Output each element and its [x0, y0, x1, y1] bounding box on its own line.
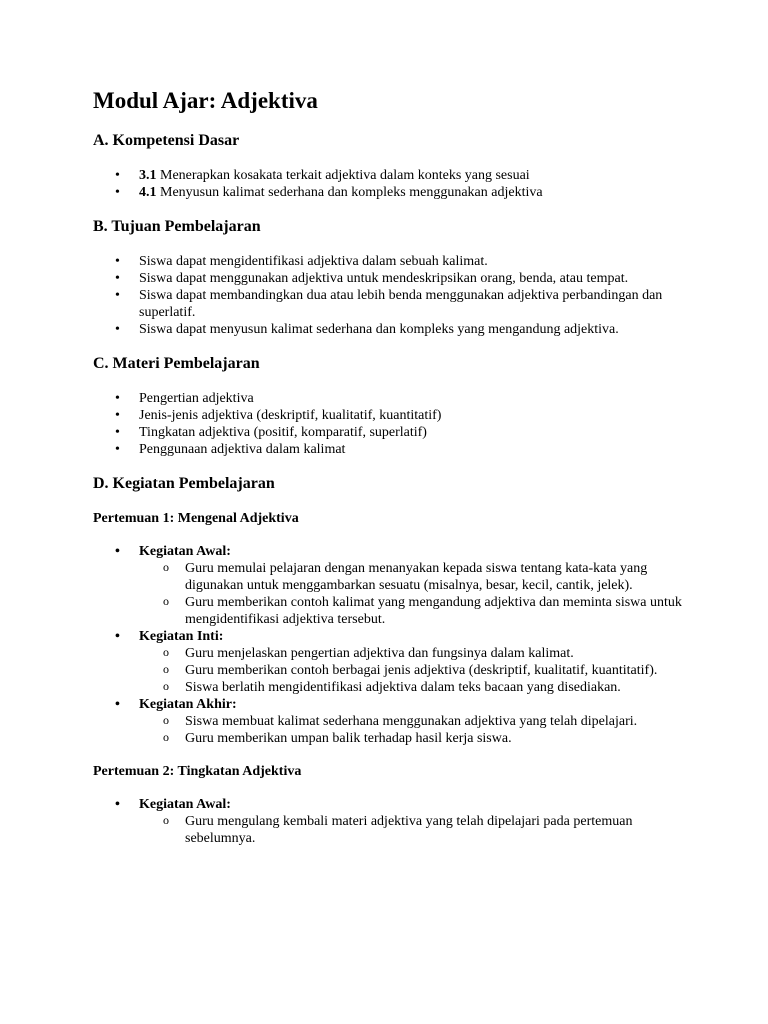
list-item: • Tingkatan adjektiva (positif, komparatif, superlatif)	[93, 424, 693, 441]
list-item	[93, 184, 693, 201]
activity-sub-list	[93, 813, 693, 847]
list-item: • Siswa dapat menggunakan adjektiva untuk mendeskripsikan orang, benda, atau tempat.	[93, 270, 693, 287]
list-item	[93, 167, 693, 184]
list-item: • Siswa dapat menyusun kalimat sederhana dan kompleks yang mengandung adjektiva.	[93, 321, 693, 338]
list-item: o Siswa berlatih mengidentifikasi adjektiva dalam teks bacaan yang disediakan.	[93, 679, 693, 696]
tujuan-list	[93, 253, 693, 338]
activity-label-awal: • Kegiatan Awal:	[93, 796, 693, 813]
list-item: • Siswa dapat membandingkan dua atau lebih benda menggunakan adjektiva perbandingan dan superlatif.	[93, 287, 693, 321]
meeting-1-heading: Pertemuan 1: Mengenal Adjektiva	[93, 511, 299, 526]
kd-number: 4.1	[139, 185, 157, 200]
activity-label-akhir: • Kegiatan Akhir:	[93, 696, 693, 713]
meeting-2-activities	[93, 796, 693, 847]
list-item: • Penggunaan adjektiva dalam kalimat	[93, 441, 693, 458]
list-item: o Guru mengulang kembali materi adjektiva yang telah dipelajari pada pertemuan sebelumnya.	[93, 813, 693, 847]
section-heading-materi: C. Materi Pembelajaran	[93, 355, 260, 372]
meeting-1-activities	[93, 543, 693, 747]
kompetensi-list	[93, 167, 693, 201]
materi-list	[93, 390, 693, 458]
kd-number: 3.1	[139, 168, 157, 183]
activity-sub-wrapper	[93, 560, 693, 628]
meeting-2-heading: Pertemuan 2: Tingkatan Adjektiva	[93, 764, 302, 779]
list-item: o Guru memberikan contoh berbagai jenis adjektiva (deskriptif, kualitatif, kuantitatif).	[93, 662, 693, 679]
list-item: • Siswa dapat mengidentifikasi adjektiva dalam sebuah kalimat.	[93, 253, 693, 270]
activity-sub-wrapper	[93, 645, 693, 696]
page-title: Modul Ajar: Adjektiva	[93, 88, 318, 113]
section-heading-kompetensi-dasar: A. Kompetensi Dasar	[93, 132, 240, 149]
section-heading-tujuan: B. Tujuan Pembelajaran	[93, 218, 261, 235]
list-item: o Guru memberikan umpan balik terhadap hasil kerja siswa.	[93, 730, 693, 747]
list-item: o Guru memberikan contoh kalimat yang mengandung adjektiva dan meminta siswa untuk mengidentifikasi adjektiva tersebut.	[93, 594, 693, 628]
list-item: o Siswa membuat kalimat sederhana menggunakan adjektiva yang telah dipelajari.	[93, 713, 693, 730]
activity-label-inti: • Kegiatan Inti:	[93, 628, 693, 645]
kd-text: Menyusun kalimat sederhana dan kompleks menggunakan adjektiva	[156, 185, 543, 200]
list-item: • Pengertian adjektiva	[93, 390, 693, 407]
activity-sub-wrapper	[93, 713, 693, 747]
activity-sub-list	[93, 560, 693, 628]
document-page	[93, 86, 693, 847]
activity-sub-list	[93, 645, 693, 696]
list-item: • Jenis-jenis adjektiva (deskriptif, kualitatif, kuantitatif)	[93, 407, 693, 424]
kd-text: Menerapkan kosakata terkait adjektiva dalam konteks yang sesuai	[156, 168, 530, 183]
section-heading-kegiatan: D. Kegiatan Pembelajaran	[93, 475, 275, 492]
list-item: o Guru memulai pelajaran dengan menanyakan kepada siswa tentang kata-kata yang digunakan untuk menggambarkan sesuatu (misalnya, besar, kecil, cantik, jelek).	[93, 560, 693, 594]
list-item: o Guru menjelaskan pengertian adjektiva dan fungsinya dalam kalimat.	[93, 645, 693, 662]
activity-label-awal: • Kegiatan Awal:	[93, 543, 693, 560]
activity-sub-list	[93, 713, 693, 747]
activity-sub-wrapper	[93, 813, 693, 847]
